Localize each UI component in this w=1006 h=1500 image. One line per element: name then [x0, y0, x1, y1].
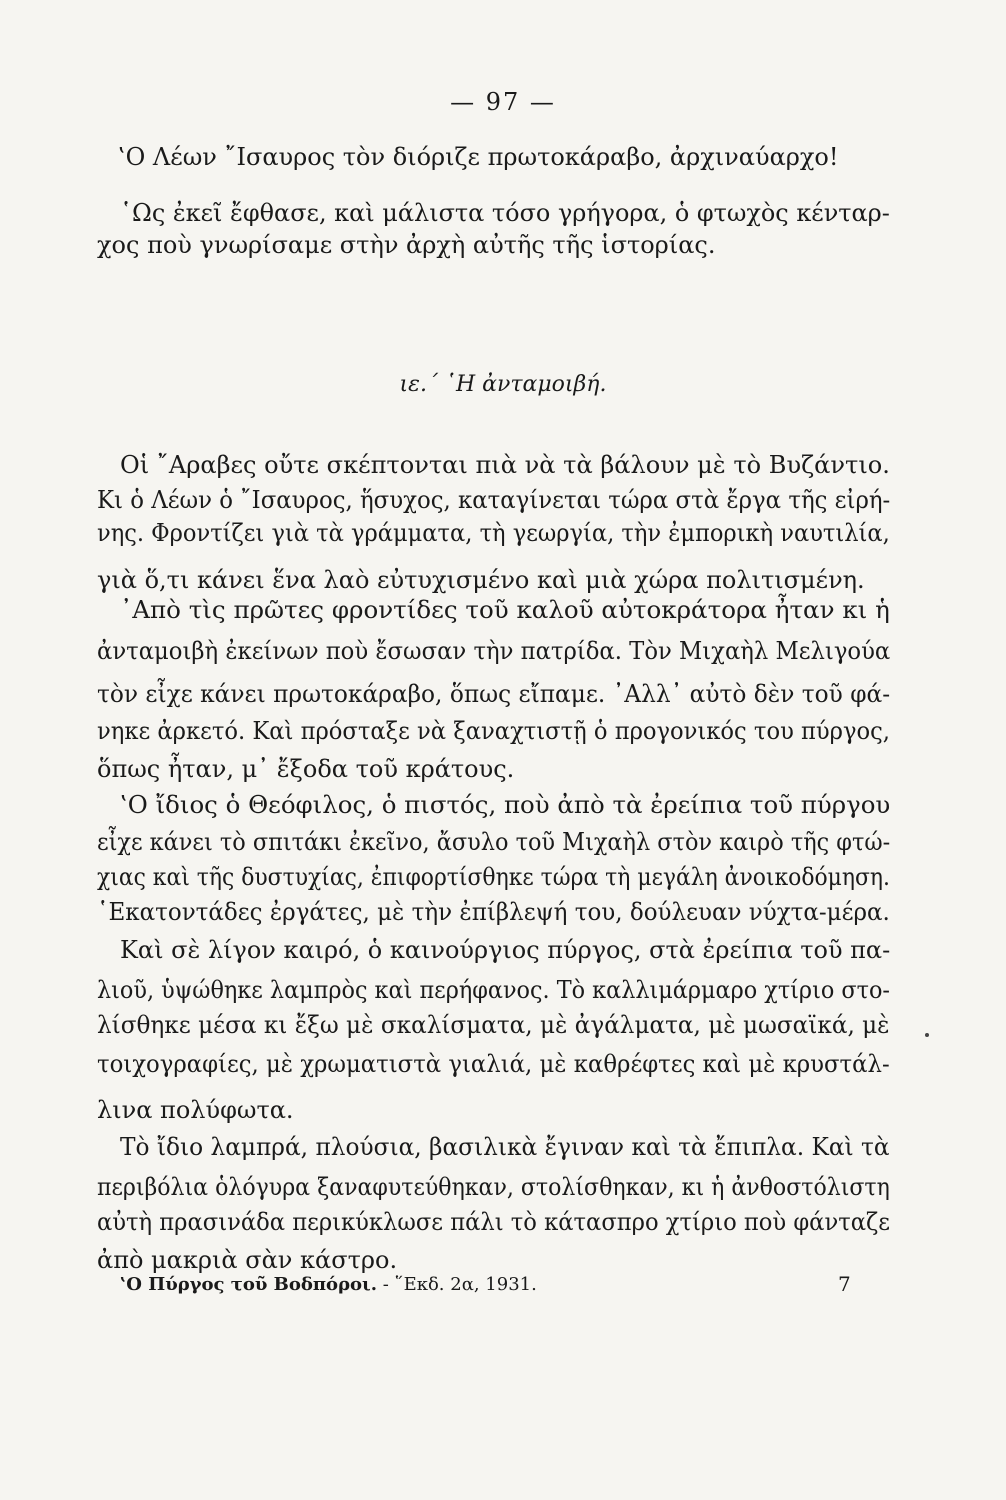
page-number: — 97 — — [450, 88, 556, 116]
text-line: ὅπως ἦταν, μ᾿ ἔξοδα τοῦ κράτους. — [97, 755, 515, 783]
text-line: Κι ὁ Λέων ὁ ῎Ισαυρος, ἥσυχος, καταγίνεται τώρα στὰ ἔργα τῆς εἰρή- — [97, 486, 891, 514]
text-line: ᾿Απὸ τὶς πρῶτες φροντίδες τοῦ καλοῦ αὐτοκράτορα ἦταν κι ἡ — [120, 596, 890, 624]
text-line: ῾Ως ἐκεῖ ἔφθασε, καὶ μάλιστα τόσο γρήγορα, ὁ φτωχὸς κένταρ- — [120, 199, 890, 227]
text-line: ‛Ο Λέων ῎Ισαυρος τὸν διόριζε πρωτοκάραβο, ἀρχιναύαρχο! — [118, 143, 839, 171]
text-line: Καὶ σὲ λίγον καιρό, ὁ καινούργιος πύργος, στὰ ἐρείπια τοῦ πα- — [120, 936, 891, 964]
section-heading: ιε.΄ ῾Η ἀνταμοιβή. — [399, 372, 607, 397]
text-line: Τὸ ἴδιο λαμπρά, πλούσια, βασιλικὰ ἔγιναν καὶ τὰ ἔπιπλα. Καὶ τὰ — [120, 1133, 890, 1161]
text-line: εἶχε κάνει τὸ σπιτάκι ἐκεῖνο, ἄσυλο τοῦ Μιχαὴλ στὸν καιρὸ τῆς φτώ- — [97, 828, 891, 856]
footer-edition: - ῞Εκδ. 2α, 1931. — [382, 1274, 537, 1295]
text-line: νης. Φροντίζει γιὰ τὰ γράμματα, τὴ γεωργία, τὴν ἐμπορικὴ ναυτιλία, — [97, 519, 890, 547]
text-line: νηκε ἀρκετό. Καὶ πρόσταξε νὰ ξαναχτιστῇ ὁ προγονικός του πύργος, — [97, 717, 890, 745]
text-line: Οἱ ῎Αραβες οὔτε σκέπτονται πιὰ νὰ τὰ βάλουν μὲ τὸ Βυζάντιο. — [120, 451, 890, 479]
text-line: τὸν εἶχε κάνει πρωτοκάραβο, ὅπως εἴπαμε. ᾿Αλλ᾿ αὐτὸ δὲν τοῦ φά- — [97, 680, 891, 708]
text-line: γιὰ ὅ,τι κάνει ἕνα λαὸ εὐτυχισμένο καὶ μιὰ χώρα πολιτισμένη. — [97, 566, 865, 594]
text-line: ῾Εκατοντάδες ἐργάτες, μὲ τὴν ἐπίβλεψή του, δούλευαν νύχτα-μέρα. — [97, 898, 890, 926]
text-line: ἀπὸ μακριὰ σὰν κάστρο. — [97, 1246, 398, 1274]
text-line: χιας καὶ τῆς δυστυχίας, ἐπιφορτίσθηκε τώρα τὴ μεγάλη ἀνοικοδόμηση. — [97, 863, 890, 891]
text-line: περιβόλια ὁλόγυρα ξαναφυτεύθηκαν, στολίσθηκαν, κι ἡ ἀνθοστόλιστη — [97, 1173, 890, 1201]
sheet-number: 7 — [838, 1272, 851, 1296]
footer-book-title: ‛Ο Πύργος τοῦ Βοδπόροι. — [120, 1274, 378, 1295]
text-line: λίσθηκε μέσα κι ἔξω μὲ σκαλίσματα, μὲ ἀγάλματα, μὲ μωσαϊκά, μὲ — [97, 1011, 890, 1039]
text-line: ἀνταμοιβὴ ἐκείνων ποὺ ἔσωσαν τὴν πατρίδα. Τὸν Μιχαὴλ Μελιγούα — [97, 637, 891, 665]
text-line: τοιχογραφίες, μὲ χρωματιστὰ γιαλιά, μὲ καθρέφτες καὶ μὲ κρυστάλ- — [97, 1050, 890, 1078]
text-line: λιοῦ, ὑψώθηκε λαμπρὸς καὶ περήφανος. Τὸ καλλιμάρμαρο χτίριο στο- — [97, 976, 890, 1004]
text-line: αὐτὴ πρασινάδα περικύκλωσε πάλι τὸ κάτασπρο χτίριο ποὺ φάνταζε — [97, 1208, 891, 1236]
footer-reference — [120, 1274, 537, 1295]
text-line: χος ποὺ γνωρίσαμε στὴν ἀρχὴ αὐτῆς τῆς ἱστορίας. — [97, 231, 716, 259]
text-line: ‛Ο ἴδιος ὁ Θεόφιλος, ὁ πιστός, ποὺ ἀπὸ τὰ ἐρείπια τοῦ πύργου — [120, 791, 891, 819]
scan-mark — [925, 1033, 929, 1037]
text-line: λινα πολύφωτα. — [97, 1096, 294, 1124]
